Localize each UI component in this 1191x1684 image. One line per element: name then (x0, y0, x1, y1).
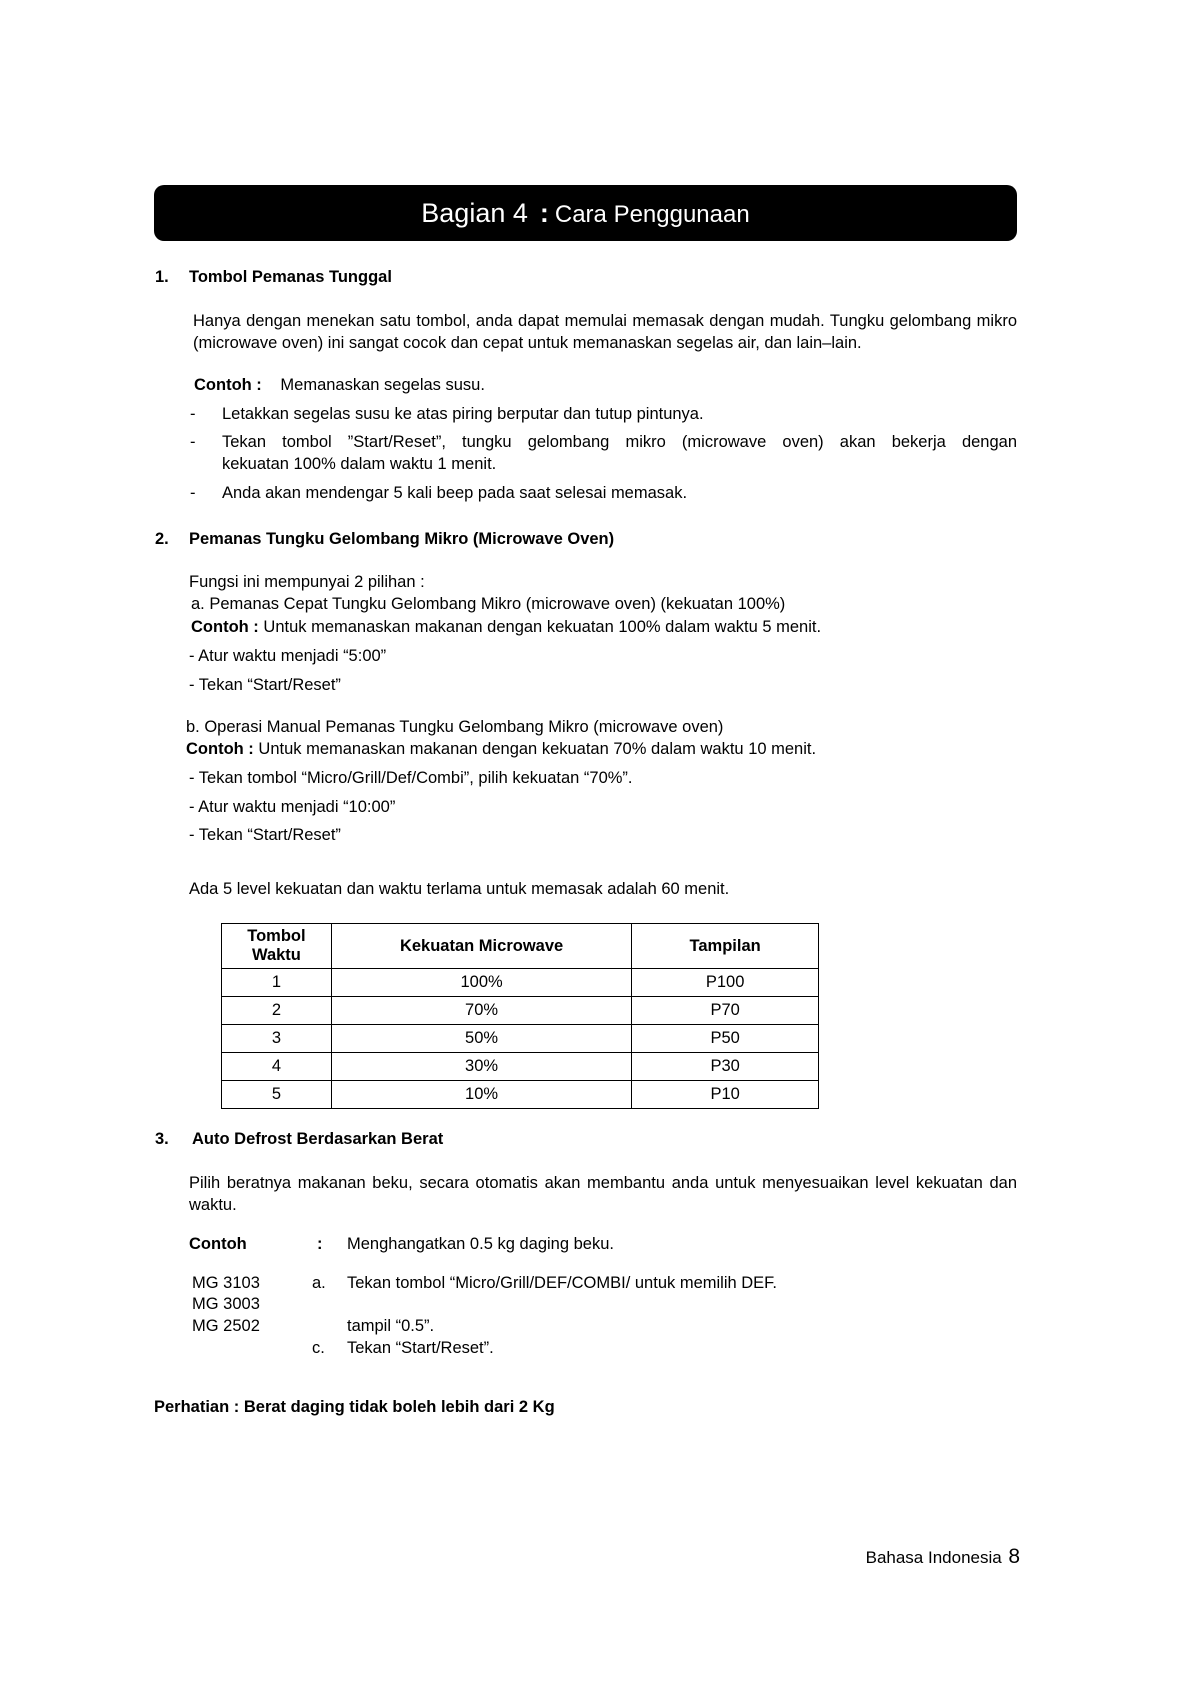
example-text: Memanaskan segelas susu. (280, 376, 485, 394)
bullet-dash: - (190, 484, 196, 502)
section2-number: 2. (155, 530, 169, 548)
table-cell: P70 (632, 997, 819, 1025)
step-text: Tekan tombol “Micro/Grill/DEF/COMBI/ untuk memilih DEF. (347, 1274, 778, 1292)
bullet-dash: - (190, 405, 196, 423)
levels-note: Ada 5 level kekuatan dan waktu terlama untuk memasak adalah 60 menit. (189, 880, 730, 898)
section1-title: Tombol Pemanas Tunggal (189, 268, 392, 286)
option-a-step: - Atur waktu menjadi “5:00” (189, 647, 387, 665)
table-header (222, 924, 332, 969)
table-cell: 5 (222, 1081, 332, 1109)
page-footer (866, 1545, 1020, 1569)
example-text: Untuk memanaskan makanan dengan kekuatan 100% dalam waktu 5 menit. (258, 618, 822, 636)
table-header: Tampilan (632, 924, 819, 969)
option-a-title: a. Pemanas Cepat Tungku Gelombang Mikro (microwave oven) (kekuatan 100%) (191, 595, 786, 613)
table-cell: 100% (331, 969, 631, 997)
option-b-step: - Atur waktu menjadi “10:00” (189, 798, 396, 816)
table-cell: 4 (222, 1053, 332, 1081)
section2-title: Pemanas Tungku Gelombang Mikro (Microwave Oven) (189, 530, 615, 548)
model-number: MG 2502 (192, 1317, 260, 1335)
bullet-text: Tekan tombol ”Start/Reset”, tungku gelombang mikro (microwave oven) akan bekerja dengan (222, 433, 1017, 451)
section3-paragraph: Pilih beratnya makanan beku, secara otomatis akan membantu anda untuk menyesuaikan level kekuatan dan waktu. (189, 1174, 1017, 1214)
bullet-text-cont: kekuatan 100% dalam waktu 1 menit. (222, 455, 497, 473)
section1-paragraph: Hanya dengan menekan satu tombol, anda dapat memulai memasak dengan mudah. Tungku gelombang mikro (microwave oven) ini sangat cocok dan cepat untuk memanaskan segelas air, dan lain–lain. (193, 312, 1017, 352)
table-cell: 50% (331, 1025, 631, 1053)
example-label: Contoh : (191, 618, 259, 636)
section3-example-colon: : (317, 1235, 323, 1253)
example-label: Contoh : (186, 740, 254, 758)
section2-intro: Fungsi ini mempunyai 2 pilihan : (189, 573, 425, 591)
banner-part: Bagian 4 (421, 198, 528, 228)
bullet-dash: - (190, 433, 196, 451)
model-number: MG 3103 (192, 1274, 260, 1292)
model-number: MG 3003 (192, 1295, 260, 1313)
step-text: tampil “0.5”. (347, 1317, 435, 1335)
section1-example (194, 376, 485, 395)
page-number: 8 (1008, 1545, 1020, 1568)
table-cell: P50 (632, 1025, 819, 1053)
example-text: Untuk memanaskan makanan dengan kekuatan 70% dalam waktu 10 menit. (253, 740, 817, 758)
table-cell: P30 (632, 1053, 819, 1081)
table-row (222, 997, 819, 1025)
table-cell: P100 (632, 969, 819, 997)
power-level-table (221, 923, 819, 1109)
table-cell: 10% (331, 1081, 631, 1109)
table-cell: 1 (222, 969, 332, 997)
warning-note: Perhatian : Berat daging tidak boleh lebih dari 2 Kg (154, 1398, 555, 1416)
section3-number: 3. (155, 1130, 169, 1148)
table-row (222, 1025, 819, 1053)
step-text: Tekan “Start/Reset”. (347, 1339, 494, 1357)
table-row (222, 1081, 819, 1109)
table-row (222, 1053, 819, 1081)
example-label: Contoh : (194, 376, 262, 394)
step-letter: c. (312, 1339, 325, 1357)
bullet-text: Anda akan mendengar 5 kali beep pada saat selesai memasak. (222, 484, 688, 502)
section3-title: Auto Defrost Berdasarkan Berat (192, 1130, 444, 1148)
section-banner (154, 185, 1017, 241)
step-letter: a. (312, 1274, 326, 1292)
section3-example-label: Contoh (189, 1235, 247, 1253)
option-b-example (186, 740, 816, 759)
header-line: Waktu (251, 946, 301, 964)
table-cell: P10 (632, 1081, 819, 1109)
banner-colon: : (539, 198, 549, 228)
option-a-example (191, 618, 821, 637)
section1-number: 1. (155, 268, 169, 286)
bullet-text: Letakkan segelas susu ke atas piring berputar dan tutup pintunya. (222, 405, 704, 423)
table-cell: 30% (331, 1053, 631, 1081)
table-header: Kekuatan Microwave (331, 924, 631, 969)
option-b-step: - Tekan tombol “Micro/Grill/Def/Combi”, pilih kekuatan “70%”. (189, 769, 633, 787)
banner-title: Cara Penggunaan (554, 201, 750, 228)
option-a-step: - Tekan “Start/Reset” (189, 676, 341, 694)
table-header-row (222, 924, 819, 969)
footer-language: Bahasa Indonesia (865, 1548, 1002, 1567)
table-cell: 70% (331, 997, 631, 1025)
table-cell: 3 (222, 1025, 332, 1053)
option-b-step: - Tekan “Start/Reset” (189, 826, 341, 844)
section3-example-text: Menghangatkan 0.5 kg daging beku. (347, 1235, 614, 1253)
table-cell: 2 (222, 997, 332, 1025)
header-line: Tombol (247, 927, 306, 945)
option-b-title: b. Operasi Manual Pemanas Tungku Gelombang Mikro (microwave oven) (186, 718, 724, 736)
table-row (222, 969, 819, 997)
